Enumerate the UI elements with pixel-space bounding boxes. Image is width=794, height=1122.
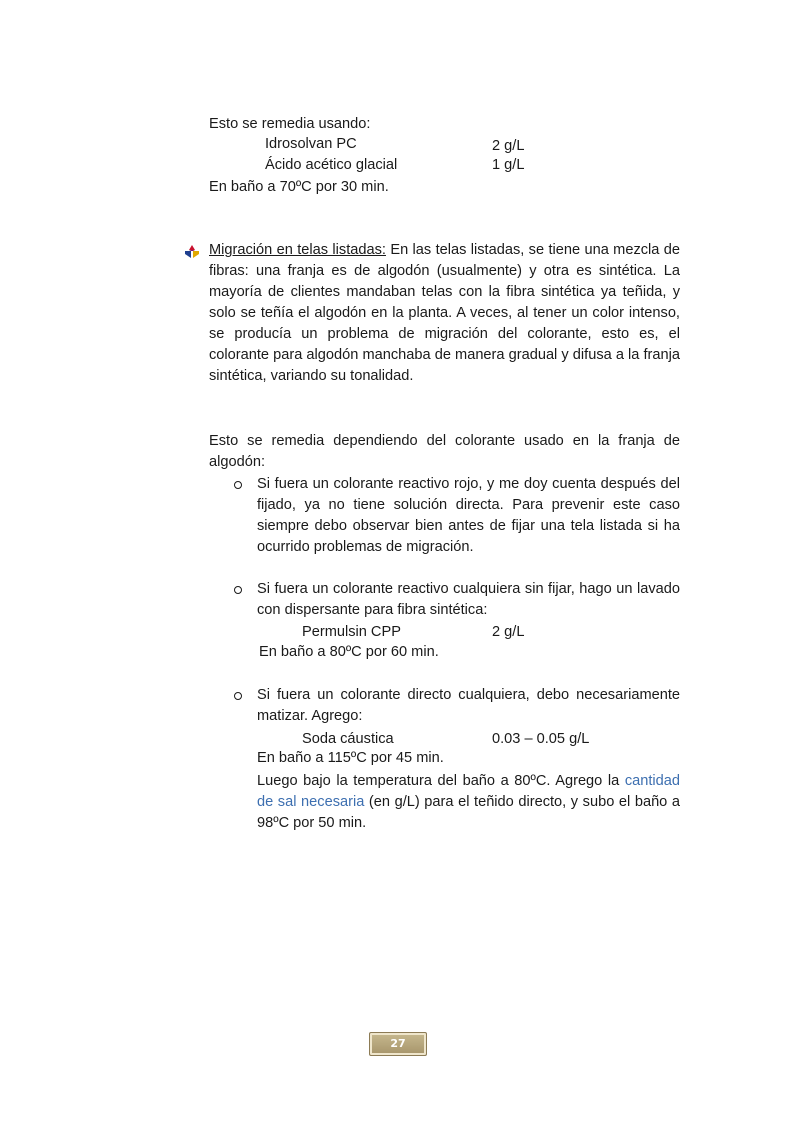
section-heading: Migración en telas listadas: — [209, 242, 386, 258]
chemical-dose: 2 g/L — [492, 624, 525, 640]
chemical-dose: 2 g/L — [492, 138, 525, 154]
salt-quantity-link[interactable]: cantidad de sal necesaria — [257, 773, 680, 810]
follow-up-paragraph — [257, 771, 680, 834]
hollow-circle-bullet-icon — [234, 692, 242, 700]
follow-up-text: (en g/L) para el teñido directo, y subo el baño a 98ºC por 50 min. — [257, 794, 680, 831]
chemical-dose: 1 g/L — [492, 157, 525, 173]
remedy-intro-paragraph: Esto se remedia dependiendo del colorante usado en la franja de algodón: — [209, 433, 680, 470]
chemical-name: Soda cáustica — [302, 731, 394, 747]
colored-arrow-bullet-icon — [185, 245, 199, 258]
bath-condition: En baño a 70ºC por 30 min. — [209, 179, 389, 195]
follow-up-text: Luego bajo la temperatura del baño a 80ºC. Agrego la — [257, 773, 625, 789]
section-paragraph — [209, 240, 680, 387]
hollow-circle-bullet-icon — [234, 586, 242, 594]
page-number-badge: 27 — [369, 1032, 427, 1056]
chemical-name: Permulsin CPP — [302, 624, 401, 640]
list-item: Si fuera un colorante reactivo rojo, y me doy cuenta después del fijado, ya no tiene solución directa. Para prevenir este caso siempre debo observar bien antes de fijar una tela listada si ha ocurrido problemas de migración. — [257, 476, 680, 555]
bath-condition: En baño a 80ºC por 60 min. — [259, 644, 439, 660]
section-body: En las telas listadas, se tiene una mezcla de fibras: una franja es de algodón (usualmente) y otra es sintética. La mayoría de clientes mandaban telas con la fibra sintética ya teñida, y solo se teñía el algodón en la planta. A veces, al tener un color intenso, se producía un problema de migración del colorante, esto es, el colorante para algodón manchaba de manera gradual y difusa a la franja sintética, variando su tonalidad. — [209, 242, 680, 384]
list-item: Si fuera un colorante reactivo cualquiera sin fijar, hago un lavado con dispersante para fibra sintética: — [257, 581, 680, 618]
list-item: Si fuera un colorante directo cualquiera, debo necesariamente matizar. Agrego: — [257, 687, 680, 724]
chemical-name: Idrosolvan PC — [265, 136, 357, 152]
remedy-intro: Esto se remedia usando: — [209, 116, 371, 132]
hollow-circle-bullet-icon — [234, 481, 242, 489]
bath-condition: En baño a 115ºC por 45 min. — [257, 750, 444, 766]
chemical-dose: 0.03 – 0.05 g/L — [492, 731, 590, 747]
chemical-name: Ácido acético glacial — [265, 157, 398, 173]
